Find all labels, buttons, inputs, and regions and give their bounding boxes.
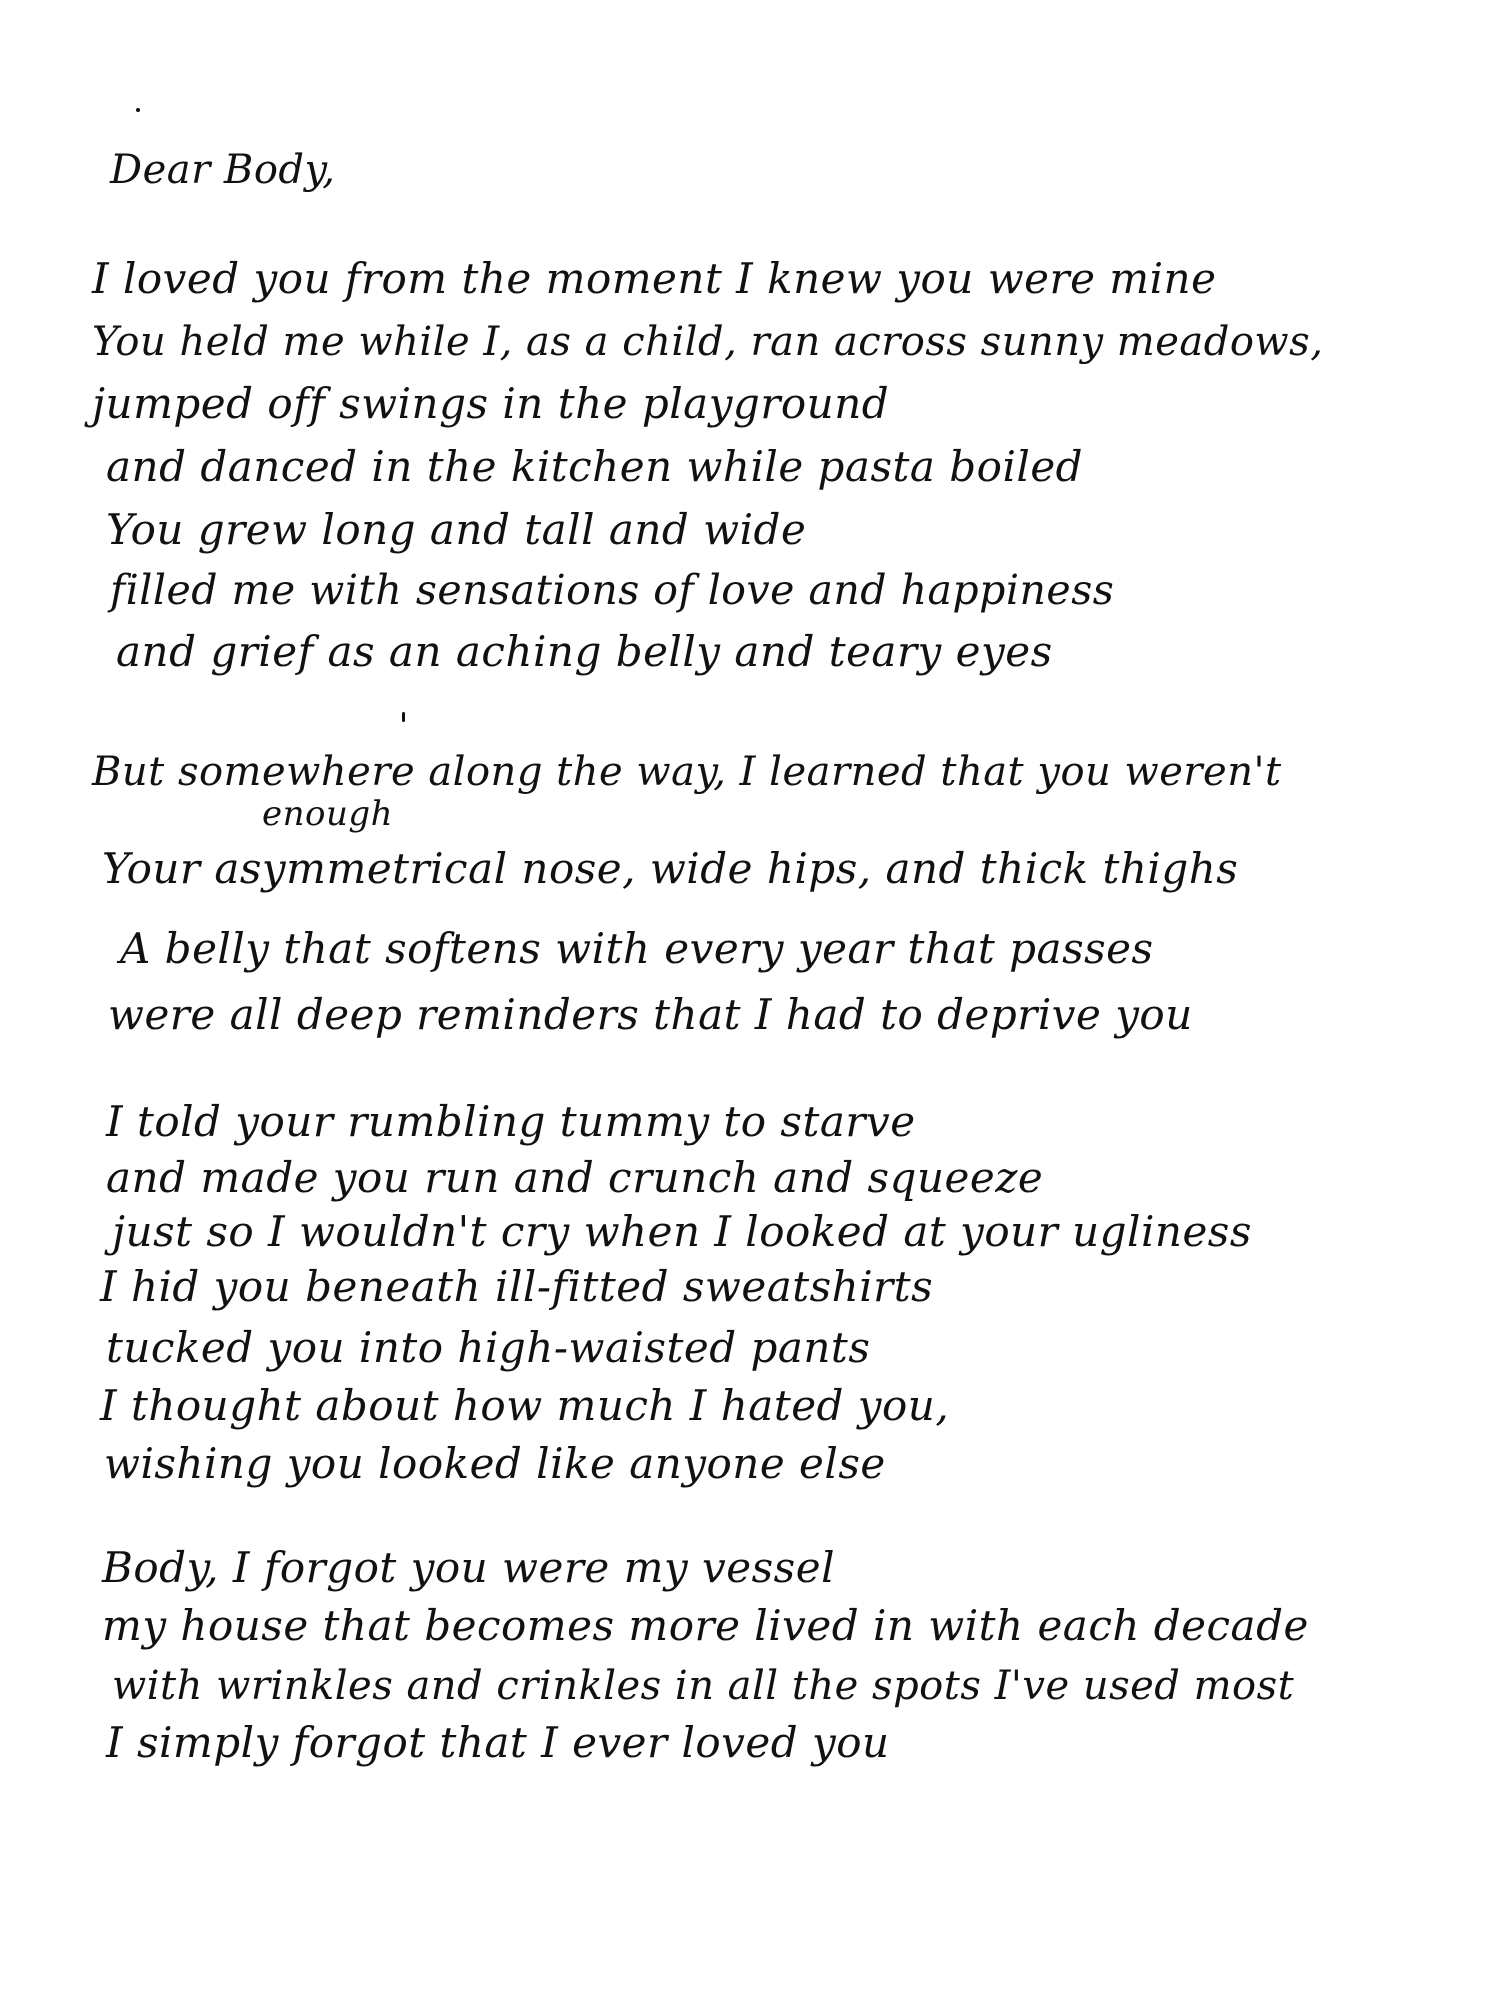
letter-salutation: Dear Body, — [110, 147, 336, 193]
ink-dot — [136, 108, 140, 112]
stanza-2-line-4: were all deep reminders that I had to deprive you — [108, 990, 1193, 1039]
stanza-4-line-1: Body, I forgot you were my vessel — [102, 1543, 836, 1592]
insertion-mark — [402, 712, 405, 722]
stanza-4-line-2: my house that becomes more lived in with each decade — [102, 1601, 1309, 1650]
stanza-2-insertion: enough — [262, 794, 394, 834]
stanza-2-line-1: But somewhere along the way, I learned that you weren't — [92, 749, 1282, 795]
stanza-4-line-4: I simply forgot that I ever loved you — [106, 1718, 890, 1767]
stanza-2-line-3: A belly that softens with every year that passes — [120, 924, 1154, 973]
stanza-1-line-1: I loved you from the moment I knew you were mine — [92, 254, 1217, 303]
stanza-3-line-4: I hid you beneath ill-fitted sweatshirts — [100, 1262, 934, 1311]
stanza-1-line-2: You held me while I, as a child, ran across sunny meadows, — [92, 319, 1324, 365]
stanza-3-line-3: just so I wouldn't cry when I looked at your ugliness — [112, 1207, 1252, 1256]
stanza-1-line-4: and danced in the kitchen while pasta boiled — [106, 442, 1084, 491]
stanza-3-line-5: tucked you into high-waisted pants — [106, 1323, 871, 1372]
stanza-3-line-7: wishing you looked like anyone else — [104, 1439, 886, 1488]
stanza-1-line-3: jumped off swings in the playground — [92, 379, 890, 428]
stanza-3-line-2: and made you run and crunch and squeeze — [106, 1153, 1044, 1202]
stanza-3-line-6: I thought about how much I hated you, — [100, 1381, 950, 1430]
stanza-1-line-6: filled me with sensations of love and happiness — [110, 566, 1115, 614]
stanza-1-line-7: and grief as an aching belly and teary eyes — [116, 627, 1053, 676]
stanza-1-line-5: You grew long and tall and wide — [106, 505, 807, 554]
stanza-2-line-2: Your asymmetrical nose, wide hips, and thick thighs — [102, 844, 1239, 893]
stanza-3-line-1: I told your rumbling tummy to starve — [106, 1097, 916, 1146]
stanza-4-line-3: with wrinkles and crinkles in all the spots I've used most — [112, 1663, 1295, 1709]
